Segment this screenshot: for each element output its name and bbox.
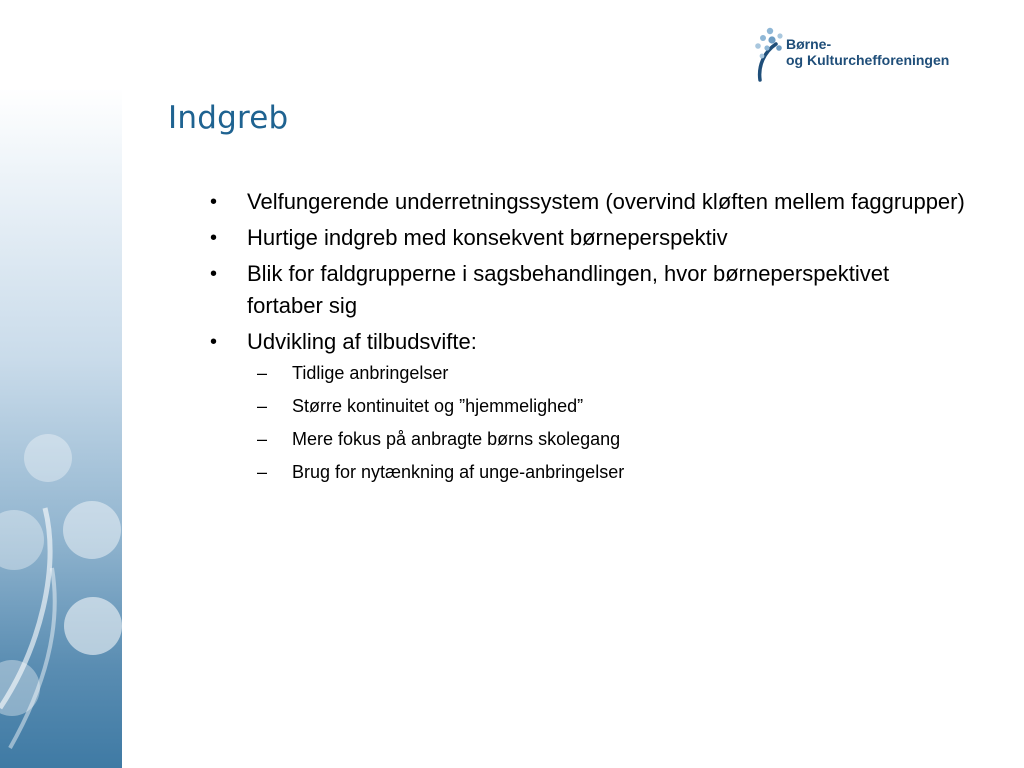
sub-bullet-item	[247, 393, 966, 419]
sub-bullet-text: Tidlige anbringelser	[292, 363, 449, 383]
bullet-text: Velfungerende underretningssystem (overvind kløften mellem faggrupper)	[247, 189, 965, 214]
logo-line-2: og Kulturchefforeningen	[786, 52, 950, 68]
logo-line-1: Børne-	[786, 36, 832, 52]
sub-bullet-list	[247, 360, 966, 485]
bullet-marker: •	[210, 191, 218, 213]
sub-bullet-item	[247, 426, 966, 452]
bullet-marker: •	[210, 227, 218, 249]
bullet-item	[206, 258, 966, 322]
organization-name	[786, 36, 949, 68]
slide-title: Indgreb	[168, 100, 289, 136]
sub-bullet-marker: –	[257, 363, 268, 383]
slide-content	[206, 186, 966, 492]
sub-bullet-item	[247, 459, 966, 485]
sub-bullet-text: Mere fokus på anbragte børns skolegang	[292, 429, 621, 449]
organization-logo-icon	[750, 26, 786, 82]
bullet-item	[206, 326, 966, 485]
sub-bullet-text: Brug for nytænkning af unge-anbringelser	[292, 462, 625, 482]
bullet-marker: •	[210, 263, 218, 285]
sub-bullet-marker: –	[257, 396, 268, 416]
bullet-item	[206, 186, 966, 218]
sub-bullet-item	[247, 360, 966, 386]
sub-bullet-marker: –	[257, 462, 268, 482]
bullet-item	[206, 222, 966, 254]
bullet-list	[206, 186, 966, 485]
decorative-side-band	[0, 88, 122, 768]
bullet-text: Hurtige indgreb med konsekvent børneperspektiv	[247, 225, 728, 250]
sub-bullet-marker: –	[257, 429, 268, 449]
bullet-text: Udvikling af tilbudsvifte:	[247, 329, 477, 354]
bullet-text: Blik for faldgrupperne i sagsbehandlingen, hvor børneperspektivet fortaber sig	[247, 261, 890, 318]
decorative-circles-graphic	[0, 88, 122, 768]
bullet-marker: •	[210, 331, 218, 353]
organization-logo	[750, 26, 960, 82]
sub-bullet-text: Større kontinuitet og ”hjemmelighed”	[292, 396, 584, 416]
